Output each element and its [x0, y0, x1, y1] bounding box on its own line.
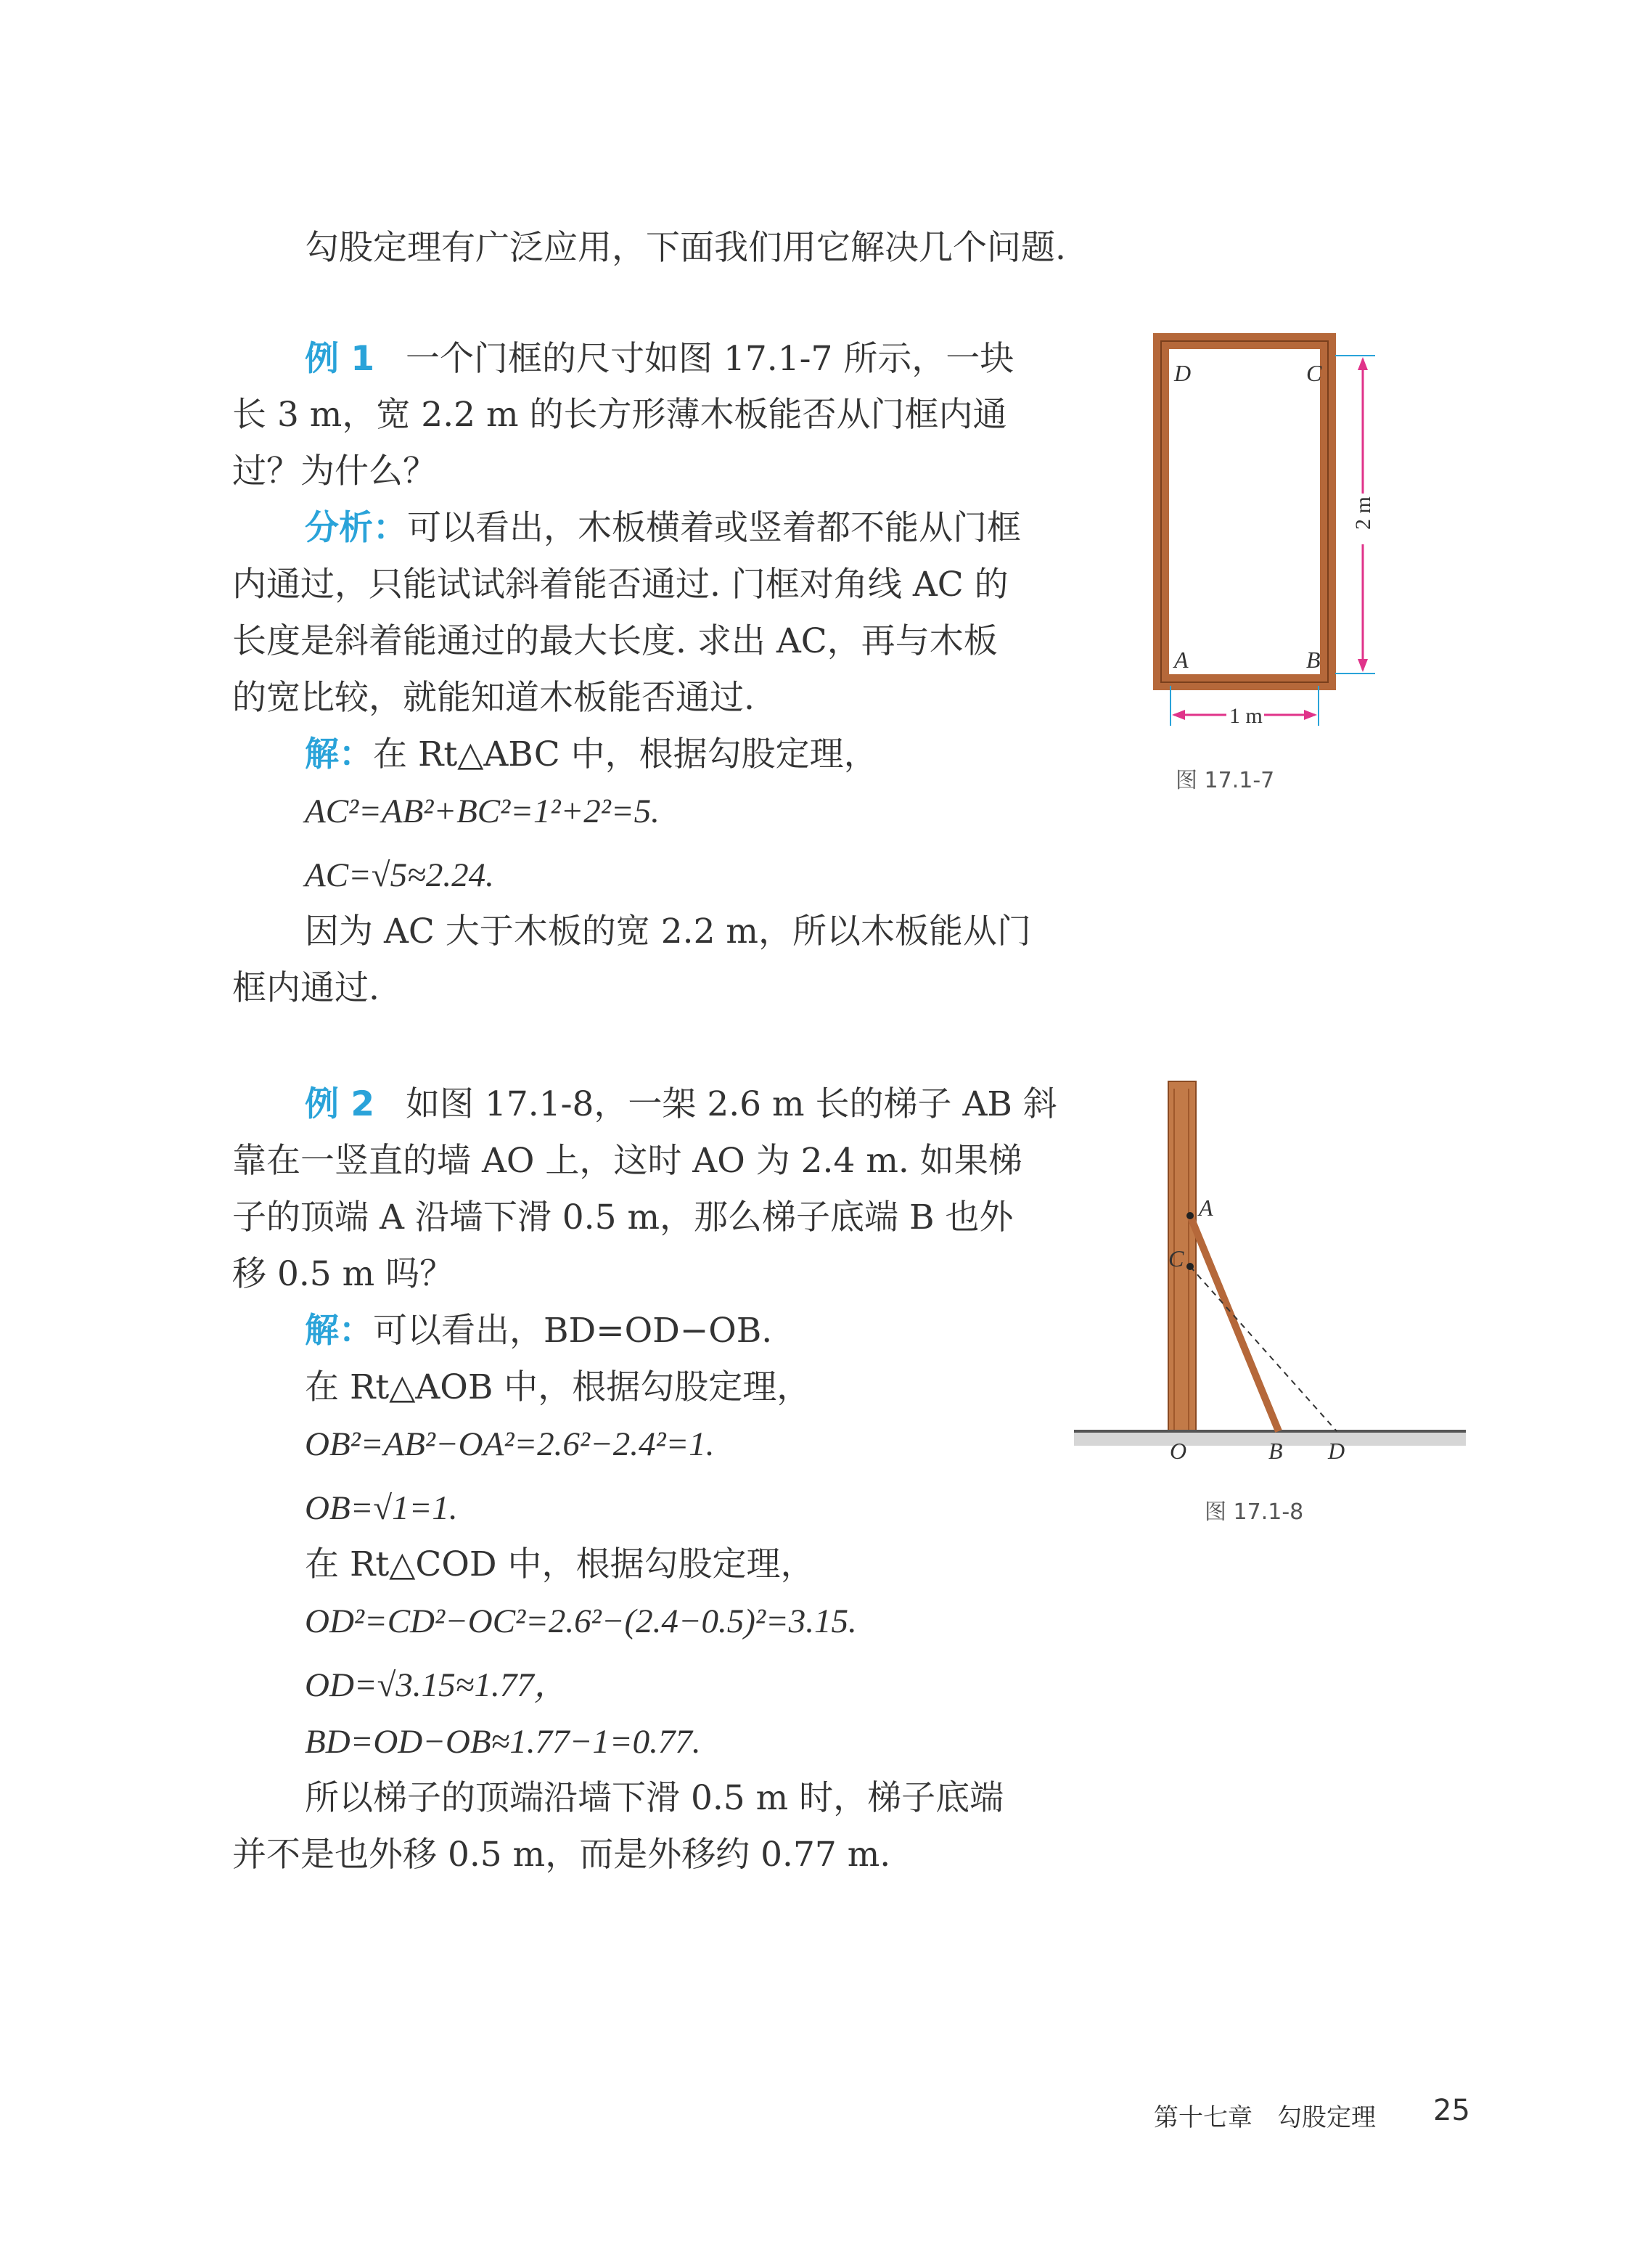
- label-b: B: [1268, 1438, 1283, 1464]
- label-c: C: [1306, 360, 1322, 386]
- label-d: D: [1174, 360, 1192, 386]
- label-d: D: [1328, 1438, 1345, 1464]
- chapter-title: 第十七章 勾股定理: [1154, 2103, 1376, 2132]
- example2-label: 例 2: [305, 1084, 375, 1124]
- example1-question-3: 过？为什么？: [232, 451, 437, 491]
- example2-conclusion-2: 并不是也外移 0.5 m，而是外移约 0.77 m.: [232, 1835, 891, 1875]
- solution-label: 解：: [305, 734, 373, 774]
- example2-question-3: 子的顶端 A 沿墙下滑 0.5 m，那么梯子底端 B 也外: [232, 1198, 1014, 1237]
- label-b: B: [1306, 647, 1321, 673]
- example2-question-2: 靠在一竖直的墙 AO 上，这时 AO 为 2.4 m. 如果梯: [232, 1141, 1022, 1181]
- example1-analysis-1: 可以看出，木板横着或竖着都不能从门框: [407, 508, 1021, 548]
- label-o: O: [1170, 1438, 1187, 1464]
- example2-question-1: 如图 17.1-8，一架 2.6 m 长的梯子 AB 斜: [406, 1084, 1057, 1124]
- example1-solution-3: AC=√5≈2.24.: [305, 856, 494, 894]
- example2-conclusion-1: 所以梯子的顶端沿墙下滑 0.5 m 时，梯子底端: [305, 1778, 1004, 1818]
- door-frame-outline: [1161, 341, 1328, 682]
- example1-first-line: [305, 337, 1014, 381]
- example1-analysis-4: 的宽比较，就能知道木板能否通过.: [232, 678, 755, 718]
- example2-solution-2: 在 Rt△AOB 中，根据勾股定理，: [305, 1367, 811, 1407]
- example1-analysis-2: 内通过，只能试试斜着能否通过. 门框对角线 AC 的: [232, 565, 1009, 605]
- example1-question-2: 长 3 m，宽 2.2 m 的长方形薄木板能否从门框内通: [232, 395, 1007, 435]
- example2-solution-5: 在 Rt△COD 中，根据勾股定理，: [305, 1544, 815, 1584]
- example2-first-line: [305, 1083, 1057, 1126]
- example2-solution-7: OD=√3.15≈1.77，: [305, 1666, 568, 1704]
- height-label: 2 m: [1351, 496, 1375, 530]
- figure-door-frame: [1132, 319, 1408, 740]
- label-c: C: [1168, 1245, 1184, 1272]
- ladder-cd: [1190, 1266, 1337, 1431]
- figure2-caption: 图 17.1-8: [1205, 1499, 1304, 1525]
- intro-text: 勾股定理有广泛应用，下面我们用它解决几个问题.: [305, 228, 1066, 268]
- example2-question-4: 移 0.5 m 吗？: [232, 1254, 454, 1294]
- example2-solution-label: 解：: [305, 1311, 373, 1351]
- example2-solution-6: OD²=CD²−OC²=2.6²−(2.4−0.5)²=3.15.: [305, 1602, 857, 1640]
- example1-solution-line: [305, 733, 878, 777]
- example1-analysis-3: 长度是斜着能通过的最大长度. 求出 AC，再与木板: [232, 621, 998, 661]
- width-label: 1 m: [1229, 704, 1263, 728]
- label-a: A: [1174, 647, 1189, 673]
- example1-question-1: 一个门框的尺寸如图 17.1-7 所示，一块: [406, 339, 1014, 379]
- example1-conclusion-1: 因为 AC 大于木板的宽 2.2 m，所以木板能从门: [305, 912, 1031, 951]
- example2-solution-3: OB²=AB²−OA²=2.6²−2.4²=1.: [305, 1425, 715, 1463]
- door-frame-rect: [1161, 341, 1328, 682]
- example1-label: 例 1: [305, 339, 375, 379]
- example1-solution-2: AC²=AB²+BC²=1²+2²=5.: [305, 793, 660, 830]
- example2-solution-line: [305, 1309, 772, 1353]
- example2-solution-4: OB=√1=1.: [305, 1489, 458, 1527]
- example1-analysis-line: [305, 507, 1021, 550]
- analysis-label: 分析：: [305, 508, 407, 548]
- example2-solution-1: 可以看出，BD=OD−OB.: [373, 1311, 773, 1351]
- figure1-caption: 图 17.1-7: [1176, 768, 1275, 793]
- label-a: A: [1199, 1195, 1213, 1221]
- example1-solution-1: 在 Rt△ABC 中，根据勾股定理，: [373, 734, 878, 774]
- example1-conclusion-2: 框内通过.: [232, 968, 380, 1008]
- figure-ladder: [1074, 1074, 1480, 1481]
- page-number: 25: [1433, 2094, 1470, 2127]
- example2-solution-8: BD=OD−OB≈1.77−1=0.77.: [305, 1723, 701, 1761]
- ladder-ab: [1190, 1216, 1279, 1431]
